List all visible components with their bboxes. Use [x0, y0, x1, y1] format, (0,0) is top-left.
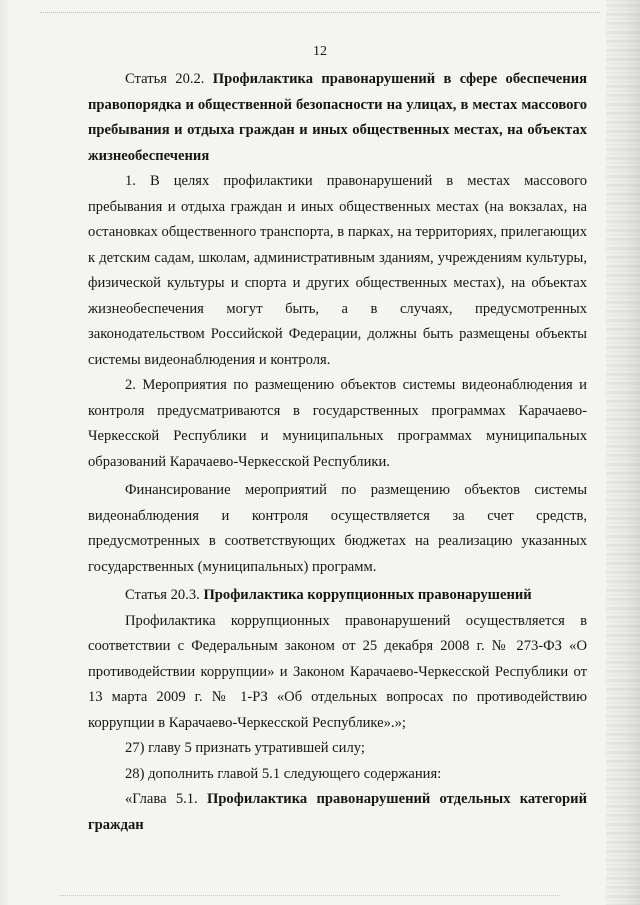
article-20-2-paragraph-3: Финансирование мероприятий по размещению объектов системы видеонаблюдения и контроля осуществляется за счет средств, предусмотренных в соответствующих бюджетах на реализацию указанных государственных (муниципальных) программ. [88, 482, 587, 575]
article-20-2-paragraph-1: 1. В целях профилактики правонарушений в местах массового пребывания и отдыха граждан и иных общественных местах (на вокзалах, на остановках общественного транспорта, в парках, на территориях, прилегающих к детским садам, школам, административным зданиям, учреждениям культуры, физической культуры и спорта и других общественных местах), на объектах жизнеобеспечения могут быть, а в случаях, предусмотренных законодательством Российской Федерации, должны быть размещены объекты системы видеонаблюдения и контроля. [88, 173, 587, 368]
page-number: 12 [313, 44, 327, 59]
amendment-item-27: 27) главу 5 признать утратившей силу; [125, 740, 365, 756]
chapter-5-1-heading [88, 787, 587, 838]
chapter-5-1-title: Профилактика правонарушений отдельных категорий граждан [88, 791, 587, 833]
article-20-3-paragraph-1: Профилактика коррупционных правонарушений осуществляется в соответствии с Федеральным законом от 25 декабря 2008 г. № 273-ФЗ «О противодействии коррупции» и Законом Карачаево-Черкесской Республики от 13 марта 2009 г. № 1-РЗ «Об отдельных вопросах по противодействию коррупции в Карачаево-Черкесской Республике».»; [88, 612, 587, 731]
document-body [88, 67, 587, 838]
article-20-2-heading [88, 67, 587, 169]
article-20-3-label: Статья 20.3. [125, 587, 200, 603]
article-20-2-paragraph-2: 2. Мероприятия по размещению объектов системы видеонаблюдения и контроля предусматриваются в государственных программах Карачаево-Черкесской Республики и муниципальных программах муниципальных образований Карачаево-Черкесской Республики. [88, 377, 587, 470]
amendment-item-28: 28) дополнить главой 5.1 следующего содержания: [125, 765, 442, 782]
article-20-3-title: Профилактика коррупционных правонарушений [203, 587, 532, 603]
article-20-3-heading [88, 583, 587, 609]
chapter-5-1-label: «Глава 5.1. [125, 791, 198, 807]
article-20-2-label: Статья 20.2. [125, 71, 205, 87]
article-20-2-title: Профилактика правонарушений в сфере обеспечения правопорядка и общественной безопасности на улицах, в местах массового пребывания и отдыха граждан и иных общественных местах, на объектах жизнеобеспечения [88, 71, 587, 164]
